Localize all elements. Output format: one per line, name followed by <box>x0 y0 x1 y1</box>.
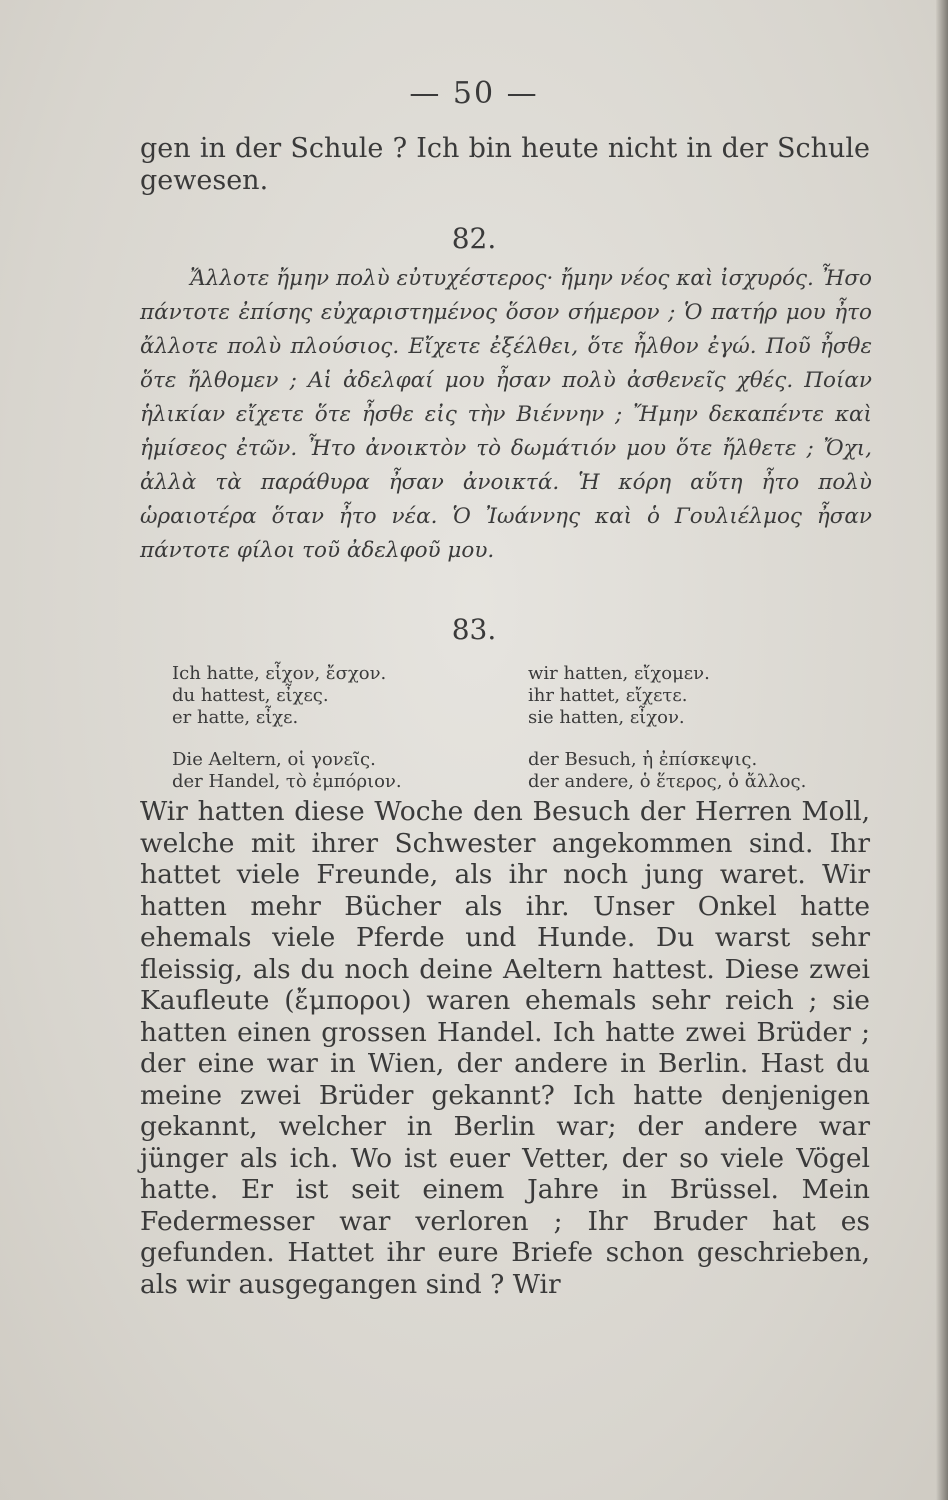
vocab-line: der andere, ὁ ἕτερος, ὁ ἄλλος. <box>528 771 807 792</box>
vocab-column-right <box>528 663 868 793</box>
page-number: — 50 — <box>409 76 539 111</box>
vocab-line: der Handel, τὸ ἐμπόριον. <box>172 771 402 792</box>
vocab-spacer <box>172 729 492 749</box>
section-82-number: 82. <box>451 222 497 255</box>
greek-paragraph: Ἄλλοτε ἤμην πολὺ εὐτυχέστερος· ἤμην νέος καὶ ἰσχυρός. Ἦσο πάντοτε ἐπίσης εὐχαριστημένος ὅσον σήμερον ; Ὁ πατήρ μου ἦτο ἄλλοτε πολὺ πλούσιος. Εἴχετε ἐξέλθει, ὅτε ἦλθον ἐγώ. Ποῦ ἦσθε ὅτε ἤλθομεν ; Αἱ ἀδελφαί μου ἦσαν πολὺ ἀσθενεῖς χθές. Ποίαν ἡλικίαν εἴχετε ὅτε ἦσθε εἰς τὴν Βιέννην ; Ἤμην δεκαπέντε καὶ ἡμίσεος ἐτῶν. Ἦτο ἀνοικτὸν τὸ δωμάτιόν μου ὅτε ἤλθετε ; Ὄχι, ἀλλὰ τὰ παράθυρα ἦσαν ἀνοικτά. Ἡ κόρη αὕτη ἦτο πολὺ ὡραιοτέρα ὅταν ἦτο νέα. Ὁ Ἰωάννης καὶ ὁ Γουλιέλμος ἦσαν πάντοτε φίλοι τοῦ ἀδελφοῦ μου. <box>140 266 872 563</box>
vocab-line: ihr hattet, εἴχετε. <box>528 685 688 706</box>
vocab-spacer <box>528 729 868 749</box>
vocab-column-left <box>172 663 492 793</box>
german-exercise-83 <box>140 796 870 1300</box>
vocab-line: er hatte, εἶχε. <box>172 707 299 728</box>
vocab-line: du hattest, εἶχες. <box>172 685 329 706</box>
vocab-line: Ich hatte, εἶχον, ἔσχον. <box>172 663 387 684</box>
german-paragraph: Wir hatten diese Woche den Besuch der Herren Moll, welche mit ihrer Schwester angekommen sind. Ihr hattet viele Freunde, als ihr noch jung waret. Wir hatten mehr Bücher als ihr. Unser Onkel hatte ehemals viele Pferde und Hunde. Du warst sehr fleissig, als du noch deine Aeltern hattest. Diese zwei Kaufleute (ἔμποροι) waren ehemals sehr reich ; sie hatten einen grossen Handel. Ich hatte zwei Brüder ; der eine war in Wien, der andere in Berlin. Hast du meine zwei Brüder gekannt? Ich hatte denjenigen gekannt, welcher in Berlin war; der andere war jünger als ich. Wo ist euer Vetter, der so viele Vögel hatte. Er ist seit einem Jahre in Brüssel. Mein Federmesser war verloren ; Ihr Bruder hat es gefunden. Hattet ihr eure Briefe schon geschrieben, als wir ausgegangen sind ? Wir <box>140 796 870 1300</box>
greek-exercise-82 <box>140 262 872 568</box>
vocab-line: der Besuch, ἡ ἐπίσκεψις. <box>528 749 758 770</box>
vocab-line: Die Aeltern, οἱ γονεῖς. <box>172 749 376 770</box>
intro-paragraph: gen in der Schule ? Ich bin heute nicht in der Schule gewesen. <box>140 133 870 196</box>
vocab-line: wir hatten, εἴχομεν. <box>528 663 710 684</box>
section-83-number: 83. <box>451 613 497 646</box>
vocab-line: sie hatten, εἶχον. <box>528 707 685 728</box>
